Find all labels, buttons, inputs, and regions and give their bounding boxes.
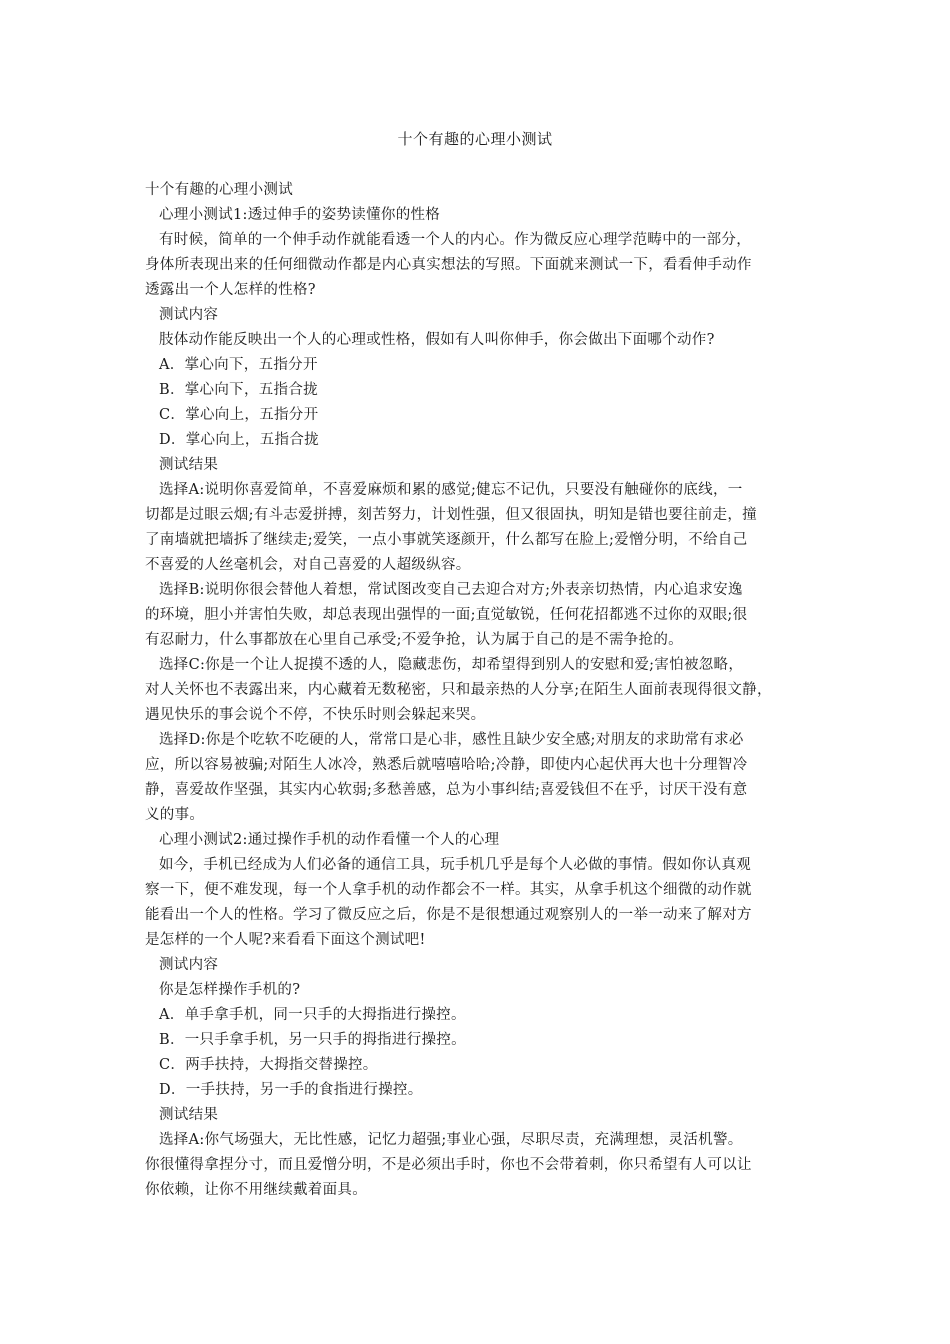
text-line: 测试结果 [159, 1107, 219, 1123]
text-line: A．掌心向下，五指分开 [159, 357, 318, 373]
text-line: B．掌心向下，五指合拢 [159, 382, 318, 398]
text-line: 有时候，简单的一个伸手动作就能看透一个人的内心。作为微反应心理学范畴中的一部分， [159, 232, 751, 248]
text-line: 身体所表现出来的任何细微动作都是内心真实想法的写照。下面就来测试一下，看看伸手动作 [145, 257, 752, 273]
text-line: 了南墙就把墙拆了继续走;爱笑，一点小事就笑逐颜开，什么都写在脸上;爱憎分明，不给自己 [145, 532, 748, 548]
text-line: B．一只手拿手机，另一只手的拇指进行操控。 [159, 1032, 466, 1048]
document-body [145, 178, 817, 1203]
text-line: 义的事。 [145, 807, 205, 823]
text-line: 遇见快乐的事会说个不停，不快乐时则会躲起来哭。 [145, 707, 486, 723]
text-line: 能看出一个人的性格。学习了微反应之后，你是不是很想通过观察别人的一举一动来了解对方 [145, 907, 752, 923]
text-line: 对人关怀也不表露出来，内心藏着无数秘密，只和最亲热的人分享;在陌生人面前表现得很文静， [145, 682, 772, 698]
text-line: 测试结果 [159, 457, 219, 473]
text-line: 透露出一个人怎样的性格? [145, 282, 316, 298]
text-line: 静，喜爱故作坚强，其实内心软弱;多愁善感，总为小事纠结;喜爱钱但不在乎，讨厌干没有意 [145, 782, 748, 798]
text-line: 察一下，便不难发现，每一个人拿手机的动作都会不一样。其实，从拿手机这个细微的动作就 [145, 882, 752, 898]
text-line: 你依赖，让你不用继续戴着面具。 [145, 1182, 367, 1198]
text-line: 是怎样的一个人呢?来看看下面这个测试吧! [145, 932, 426, 948]
document-title: 十个有趣的心理小测试 [397, 130, 553, 148]
text-line: 的环境，胆小并害怕失败，却总表现出强悍的一面;直觉敏锐，任何花招都逃不过你的双眼;很 [145, 607, 748, 623]
text-line: 心理小测试2:通过操作手机的动作看懂一个人的心理 [159, 832, 500, 848]
text-line: 切都是过眼云烟;有斗志爱拼搏，刻苦努力，计划性强，但又很固执，明知是错也要往前走，撞 [145, 507, 757, 523]
text-line: 测试内容 [159, 307, 219, 323]
text-line: 你很懂得拿捏分寸，而且爱憎分明，不是必须出手时，你也不会带着刺，你只希望有人可以让 [145, 1157, 752, 1173]
text-line: 心理小测试1:透过伸手的姿势读懂你的性格 [159, 207, 441, 223]
text-line: 肢体动作能反映出一个人的心理或性格，假如有人叫你伸手，你会做出下面哪个动作? [159, 332, 715, 348]
text-line: 如今，手机已经成为人们必备的通信工具，玩手机几乎是每个人必做的事情。假如你认真观 [159, 857, 751, 873]
text-line: 你是怎样操作手机的? [159, 982, 301, 998]
text-line: 选择C:你是一个让人捉摸不透的人，隐藏悲伤，却希望得到别人的安慰和爱;害怕被忽略， [159, 657, 744, 673]
text-line: 应，所以容易被骗;对陌生人冰冷，熟悉后就嘻嘻哈哈;冷静，即使内心起伏再大也十分理智冷 [145, 757, 748, 773]
text-line: D．掌心向上，五指合拢 [159, 432, 319, 448]
text-line: C．两手扶持，大拇指交替操控。 [159, 1057, 378, 1073]
text-line: A．单手拿手机，同一只手的大拇指进行操控。 [159, 1007, 466, 1023]
text-line: D．一手扶持，另一手的食指进行操控。 [159, 1082, 423, 1098]
text-line: 选择B:说明你很会替他人着想，常试图改变自己去迎合对方;外表亲切热情，内心追求安逸 [159, 582, 743, 598]
text-line: 选择A:你气场强大，无比性感，记忆力超强;事业心强，尽职尽责，充满理想，灵活机警。 [159, 1132, 743, 1148]
text-line: 选择A:说明你喜爱简单，不喜爱麻烦和累的感觉;健忘不记仇，只要没有触碰你的底线，一 [159, 482, 743, 498]
text-line: 十个有趣的心理小测试 [145, 182, 293, 198]
text-line: 测试内容 [159, 957, 219, 973]
text-line: 选择D:你是个吃软不吃硬的人，常常口是心非，感性且缺少安全感;对朋友的求助常有求必 [159, 732, 744, 748]
text-line: C．掌心向上，五指分开 [159, 407, 319, 423]
text-line: 有忍耐力，什么事都放在心里自己承受;不爱争抢，认为属于自己的是不需争抢的。 [145, 632, 683, 648]
text-line: 不喜爱的人丝毫机会，对自己喜爱的人超级纵容。 [145, 557, 471, 573]
